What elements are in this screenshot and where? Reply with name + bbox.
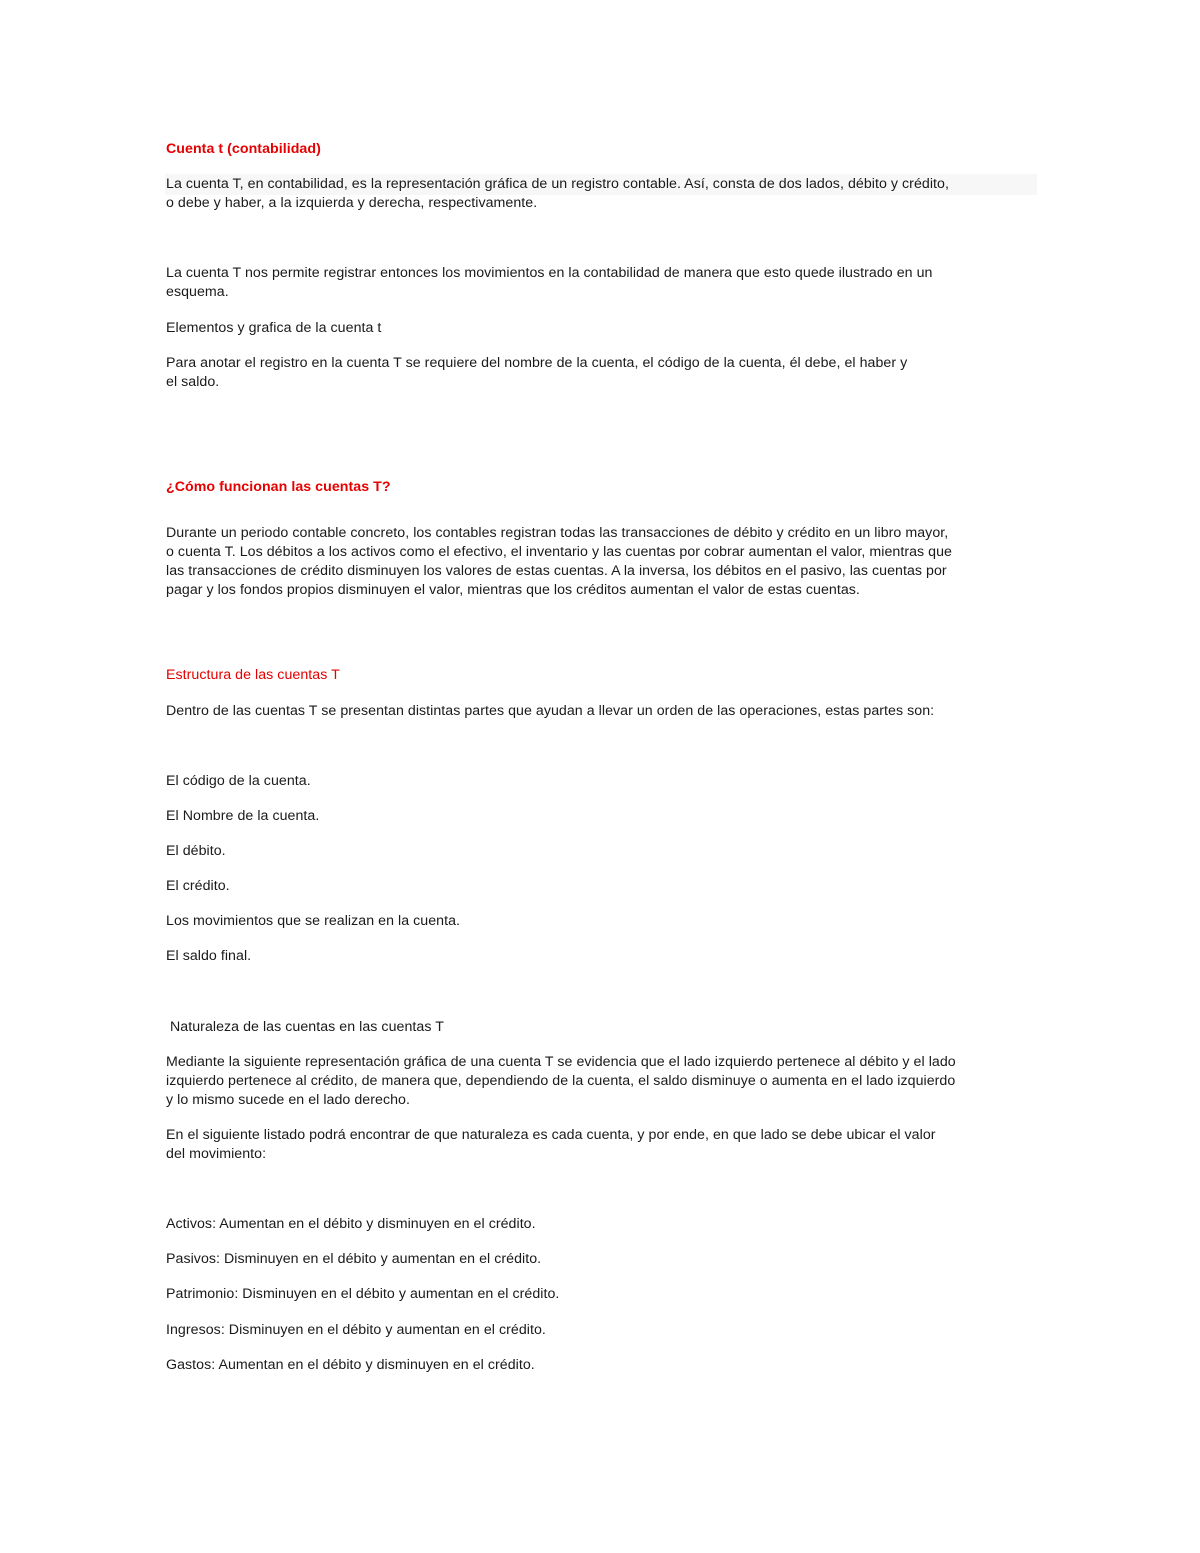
naturaleza-item-pasivos: Pasivos: Disminuyen en el débito y aumentan en el crédito. xyxy=(166,1251,542,1267)
elements-subtitle: Elementos y grafica de la cuenta t xyxy=(166,320,382,336)
text-line: La cuenta T, en contabilidad, es la representación gráfica de un registro contable. Así, consta de dos lados, débito y crédito, xyxy=(166,175,1036,194)
text-line: Mediante la siguiente representación gráfica de una cuenta T se evidencia que el lado izquierdo pertenece al débito y el lado xyxy=(166,1054,956,1070)
elements-paragraph xyxy=(166,354,1036,392)
estructura-item: El código de la cuenta. xyxy=(166,773,311,789)
section-title-cuenta-t: Cuenta t (contabilidad) xyxy=(166,141,321,157)
estructura-item: El saldo final. xyxy=(166,948,252,964)
listado-paragraph xyxy=(166,1126,1036,1164)
naturaleza-paragraph xyxy=(166,1053,1036,1110)
naturaleza-item-patrimonio: Patrimonio: Disminuyen en el débito y aumentan en el crédito. xyxy=(166,1286,560,1302)
intro-paragraph xyxy=(166,175,1036,213)
text-line: el saldo. xyxy=(166,374,220,390)
text-line: pagar y los fondos propios disminuyen el valor, mientras que los créditos aumentan el valor de estas cuentas. xyxy=(166,582,860,598)
section-title-estructura: Estructura de las cuentas T xyxy=(166,667,340,683)
text-line: las transacciones de crédito disminuyen los valores de estas cuentas. A la inversa, los débitos en el pasivo, las cuentas por xyxy=(166,563,947,579)
estructura-item: El débito. xyxy=(166,843,226,859)
estructura-item: El Nombre de la cuenta. xyxy=(166,808,320,824)
text-line: y lo mismo sucede en el lado derecho. xyxy=(166,1092,410,1108)
naturaleza-item-activos: Activos: Aumentan en el débito y disminuyen en el crédito. xyxy=(166,1216,536,1232)
text-line: esquema. xyxy=(166,284,229,300)
estructura-item: Los movimientos que se realizan en la cuenta. xyxy=(166,913,461,929)
naturaleza-item-ingresos: Ingresos: Disminuyen en el débito y aumentan en el crédito. xyxy=(166,1322,546,1338)
section-title-como-funcionan: ¿Cómo funcionan las cuentas T? xyxy=(166,479,391,495)
como-funcionan-paragraph xyxy=(166,524,1036,600)
text-line: En el siguiente listado podrá encontrar de que naturaleza es cada cuenta, y por ende, en que lado se debe ubicar el valor xyxy=(166,1127,936,1143)
text-line: Durante un periodo contable concreto, los contables registran todas las transacciones de débito y crédito en un libro mayor, xyxy=(166,525,949,541)
naturaleza-item-gastos: Gastos: Aumentan en el débito y disminuyen en el crédito. xyxy=(166,1357,535,1373)
text-line: Para anotar el registro en la cuenta T se requiere del nombre de la cuenta, el código de la cuenta, él debe, el haber y xyxy=(166,355,908,371)
text-line: del movimiento: xyxy=(166,1146,267,1162)
text-line: o debe y haber, a la izquierda y derecha, respectivamente. xyxy=(166,195,538,211)
text-line: izquierdo pertenece al crédito, de manera que, dependiendo de la cuenta, el saldo disminuye o aumenta en el lado izquierdo xyxy=(166,1073,956,1089)
estructura-item: El crédito. xyxy=(166,878,230,894)
section-title-naturaleza: Naturaleza de las cuentas en las cuentas T xyxy=(170,1019,444,1035)
purpose-paragraph xyxy=(166,264,1036,302)
text-line: o cuenta T. Los débitos a los activos como el efectivo, el inventario y las cuentas por cobrar aumentan el valor, mientras que xyxy=(166,544,952,560)
text-line: La cuenta T nos permite registrar entonces los movimientos en la contabilidad de manera que esto quede ilustrado en un xyxy=(166,265,933,281)
estructura-intro: Dentro de las cuentas T se presentan distintas partes que ayudan a llevar un orden de las operaciones, estas partes son: xyxy=(166,703,935,719)
